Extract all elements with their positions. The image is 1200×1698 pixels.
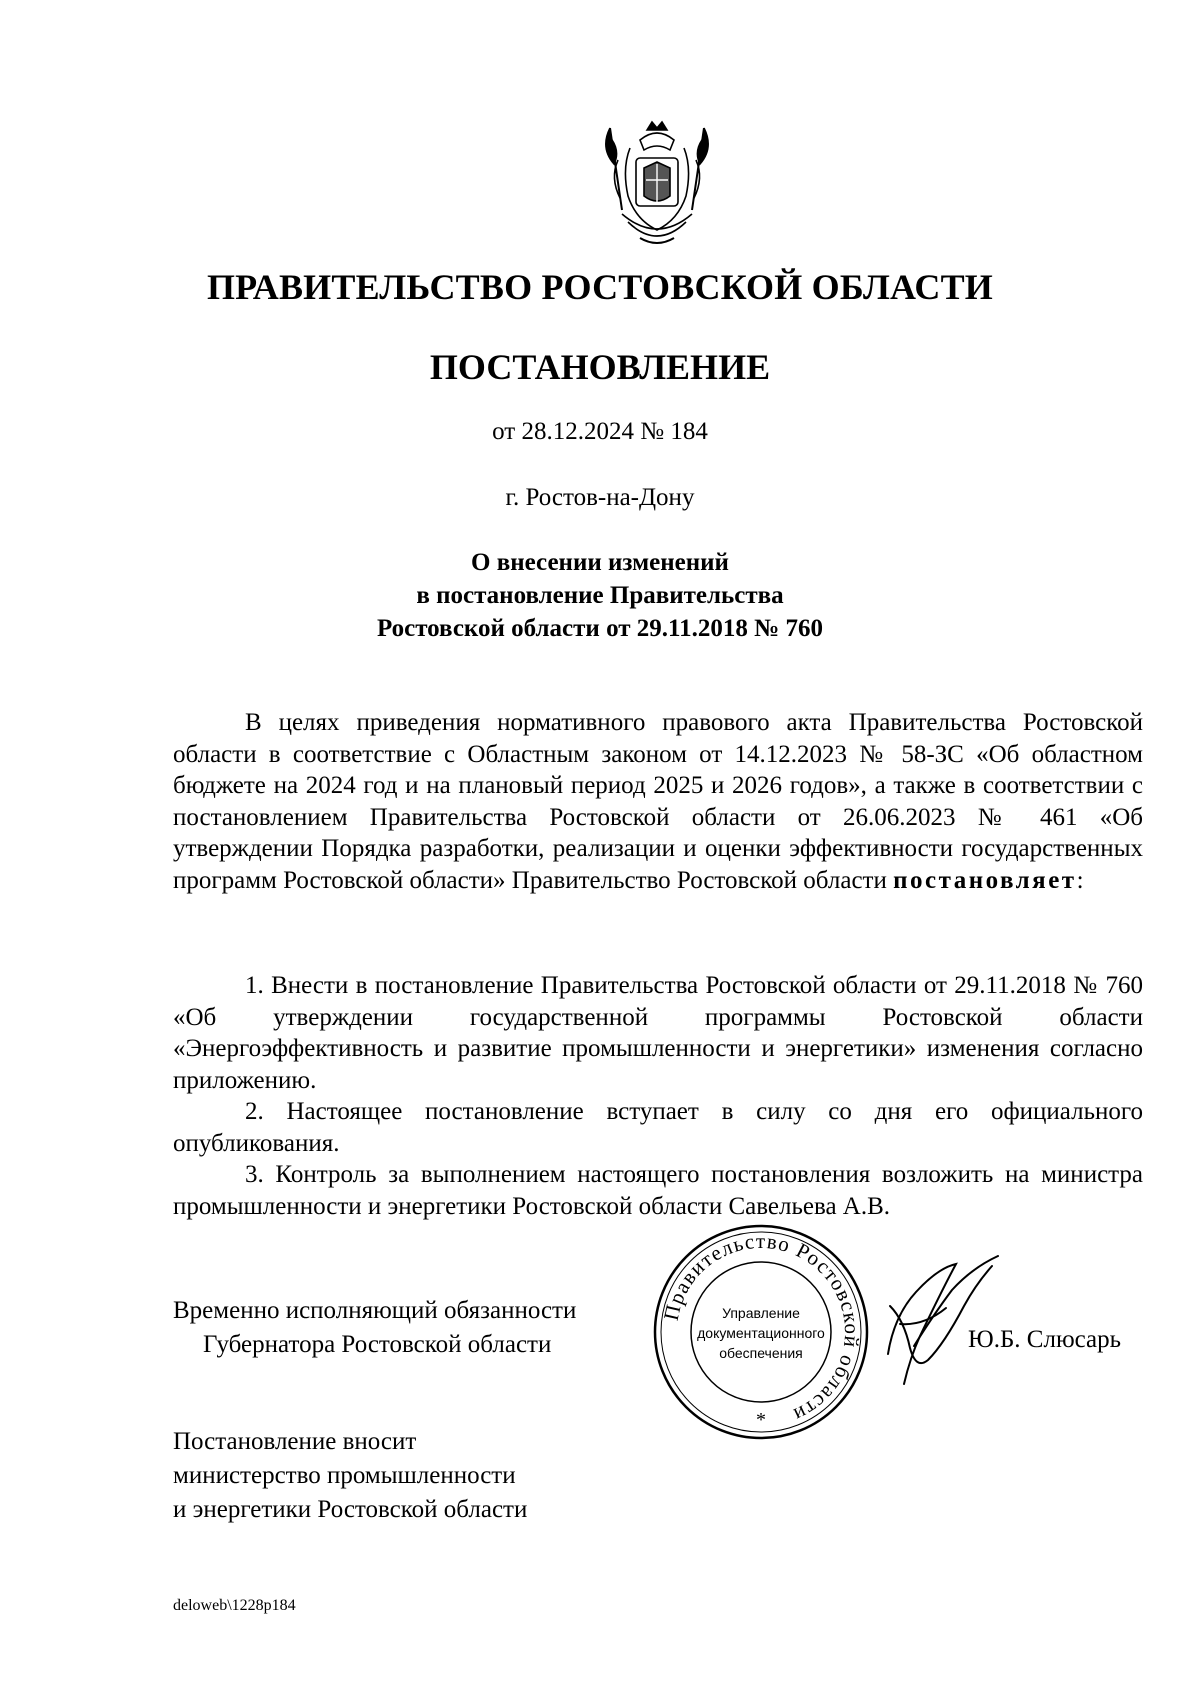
document-type: ПОСТАНОВЛЕНИЕ <box>429 347 771 387</box>
subject-line-1: О внесении изменений <box>471 549 729 576</box>
resolution-item-2: 2. Настоящее постановление вступает в силу со дня его официального опубликования. <box>173 1098 1143 1157</box>
preamble-tail: : <box>1076 866 1084 894</box>
seal-center-line-3: обеспечения <box>719 1345 803 1361</box>
resolution-item-3: 3. Контроль за выполнением настоящего постановления возложить на министра промышленности и энергетики Ростовской области Савельева А.В. <box>173 1161 1143 1220</box>
subject-line-3: Ростовской области от 29.11.2018 № 760 <box>376 615 824 642</box>
coat-of-arms-icon <box>600 118 714 254</box>
submitted-by-line-3: и энергетики Ростовской области <box>173 1496 528 1523</box>
signatory-name: Ю.Б. Слюсарь <box>968 1326 1122 1353</box>
preamble-paragraph <box>173 707 1143 896</box>
seal-center-line-2: документационного <box>697 1325 825 1341</box>
preamble-keyword: постановляет <box>893 866 1077 894</box>
submitted-by <box>173 1425 527 1527</box>
resolution-items <box>173 970 1143 1222</box>
document-date-number: от 28.12.2024 № 184 <box>492 418 708 445</box>
document-subject <box>0 546 1200 645</box>
resolution-item-1: 1. Внести в постановление Правительства Ростовской области от 29.11.2018 № 760 «Об утверждении государственной программы Ростовской области «Энергоэффективность и развитие промышленности и энергетики» изменения согласно приложению. <box>173 972 1143 1094</box>
seal-ring-text: Правительство Ростовской области <box>658 1228 865 1428</box>
organization-title: ПРАВИТЕЛЬСТВО РОСТОВСКОЙ ОБЛАСТИ <box>206 267 994 307</box>
preamble <box>173 707 1143 896</box>
subject-line-2: в постановление Правительства <box>416 582 784 609</box>
signatory-position-line-2: Губернатора Ростовской области <box>203 1331 552 1358</box>
preamble-text: В целях приведения нормативного правового акта Правительства Ростовской области в соответствие с Областным законом от 14.12.2023 № 58-ЗС «Об областном бюджете на 2024 год и на плановый период 2025 и 2026 годов», а также в соответствии с постановлением Правительства Ростовской области от 26.06.2023 № 461 «Об утверждении Порядка разработки, реализации и оценки эффективности государственных программ Ростовской области» Правительство Ростовской области <box>173 709 1143 894</box>
system-reference: deloweb\1228p184 <box>173 1597 296 1614</box>
signatory-position-line-1: Временно исполняющий обязанности <box>173 1297 577 1324</box>
official-seal-icon <box>651 1222 871 1442</box>
submitted-by-line-1: Постановление вносит <box>173 1428 417 1455</box>
document-city: г. Ростов-на-Дону <box>505 484 695 511</box>
seal-star: * <box>756 1409 766 1431</box>
signatory-position <box>173 1294 576 1362</box>
handwritten-signature-icon <box>880 1250 1010 1390</box>
seal-center-line-1: Управление <box>722 1305 800 1321</box>
submitted-by-line-2: министерство промышленности <box>173 1462 516 1489</box>
